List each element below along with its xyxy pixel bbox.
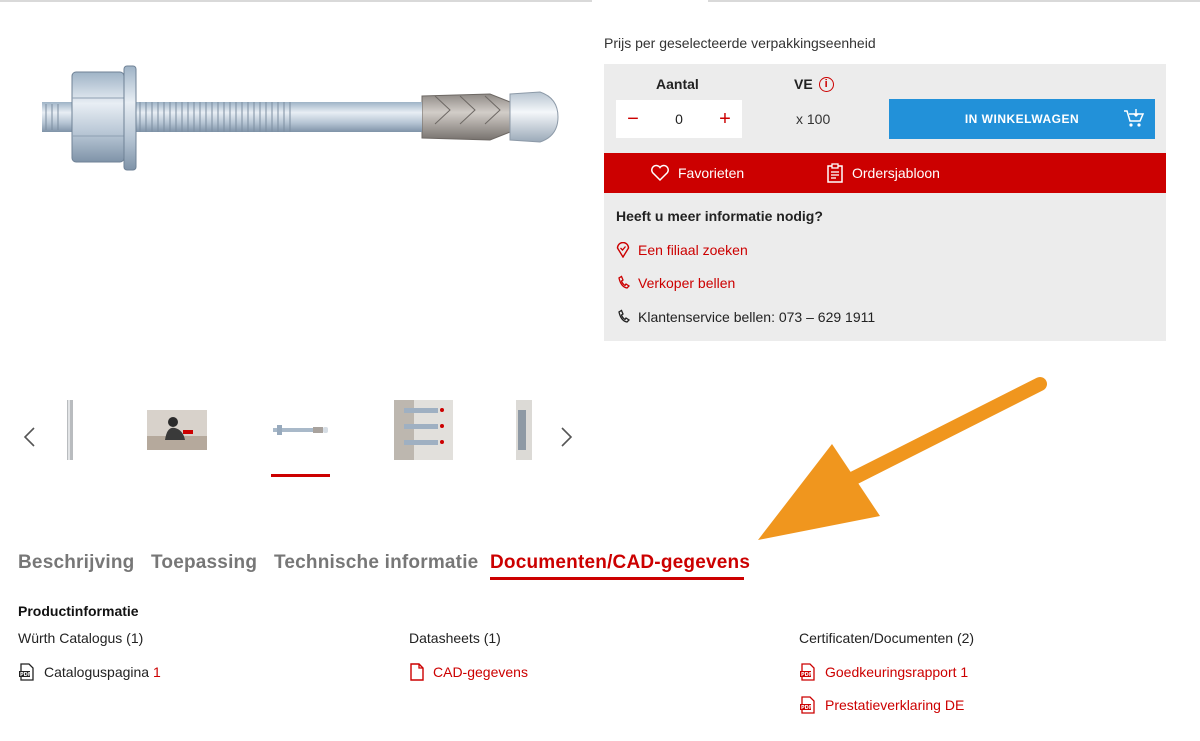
thumbnail-3-anchor-bolt[interactable] [271,420,330,440]
thumbnail-4-installation-steps[interactable] [394,400,453,460]
file-icon [409,663,425,681]
catalog-header: Würth Catalogus (1) [18,630,144,646]
performance-declaration-label: Prestatieverklaring DE [825,697,965,713]
svg-text:PDF: PDF [20,672,32,678]
certificates-header: Certificaten/Documenten (2) [799,630,975,646]
product-image-anchor-bolt [30,50,570,200]
cad-data-label: CAD-gegevens [433,664,528,680]
thumbnail-active-indicator [271,474,330,477]
cart-icon [1123,108,1145,128]
performance-declaration-link[interactable] [799,696,964,714]
approval-report-link[interactable] [799,663,968,681]
order-template-label: Ordersjabloon [852,165,940,181]
approval-report-label: Goedkeuringsrapport 1 [825,664,969,680]
price-per-unit-label: Prijs per geselecteerde verpakkingseenheid [604,35,876,51]
customer-service-line [616,309,875,325]
more-info-heading: Heeft u meer informatie nodig? [616,208,823,224]
ve-header [794,76,834,92]
call-seller-link[interactable] [616,275,735,291]
product-info-heading: Productinformatie [18,603,139,619]
tab-toepassing[interactable]: Toepassing [151,552,258,573]
tab-documenten-cad[interactable]: Documenten/CAD-gegevens [490,552,751,573]
add-to-cart-label: IN WINKELWAGEN [964,112,1080,126]
tab-beschrijving[interactable]: Beschrijving [18,552,135,573]
catalog-page-link[interactable] [18,663,161,681]
customer-service-label: Klantenservice bellen: 073 – 629 1911 [638,309,876,325]
thumbnail-5[interactable] [516,400,532,460]
ve-header-label: VE [794,76,813,92]
quantity-stepper [616,100,742,138]
find-branch-link[interactable] [616,242,748,258]
phone-icon [616,275,630,291]
svg-text:PDF: PDF [801,672,813,678]
thumbnail-2-installer[interactable] [147,410,207,450]
heart-icon [650,164,670,182]
favorites-button[interactable] [650,153,744,193]
active-tab-underline [490,577,744,580]
order-template-button[interactable] [826,153,940,193]
clipboard-icon [826,163,844,183]
quantity-header: Aantal [656,76,699,92]
action-bar [604,153,1166,193]
pdf-icon [18,663,36,681]
pdf-icon [799,696,817,714]
decrement-button[interactable]: − [627,107,639,130]
location-pin-icon [616,242,630,258]
find-branch-label: Een filiaal zoeken [638,242,748,258]
datasheets-header: Datasheets (1) [409,630,501,646]
order-panel [604,64,1166,341]
pdf-icon [799,663,817,681]
cad-data-link[interactable] [409,663,528,681]
info-icon[interactable]: i [819,77,834,92]
orange-arrow-annotation-icon [740,370,1060,550]
quantity-input[interactable]: 0 [675,111,683,127]
carousel-prev-arrow-icon[interactable] [20,425,40,449]
top-divider-left [0,0,592,2]
add-to-cart-button[interactable] [889,99,1155,139]
top-divider-right [708,0,1200,2]
catalog-page-number: 1 [152,664,161,680]
increment-button[interactable]: + [719,107,731,130]
catalog-page-label: Cataloguspagina [44,664,150,680]
favorites-label: Favorieten [678,165,745,181]
tab-technische-informatie[interactable]: Technische informatie [274,552,479,573]
thumbnail-1[interactable] [62,400,78,460]
phone-icon [616,309,630,325]
call-seller-label: Verkoper bellen [638,275,736,291]
ve-value: x 100 [796,111,831,127]
carousel-next-arrow-icon[interactable] [556,425,576,449]
svg-text:PDF: PDF [801,705,813,711]
